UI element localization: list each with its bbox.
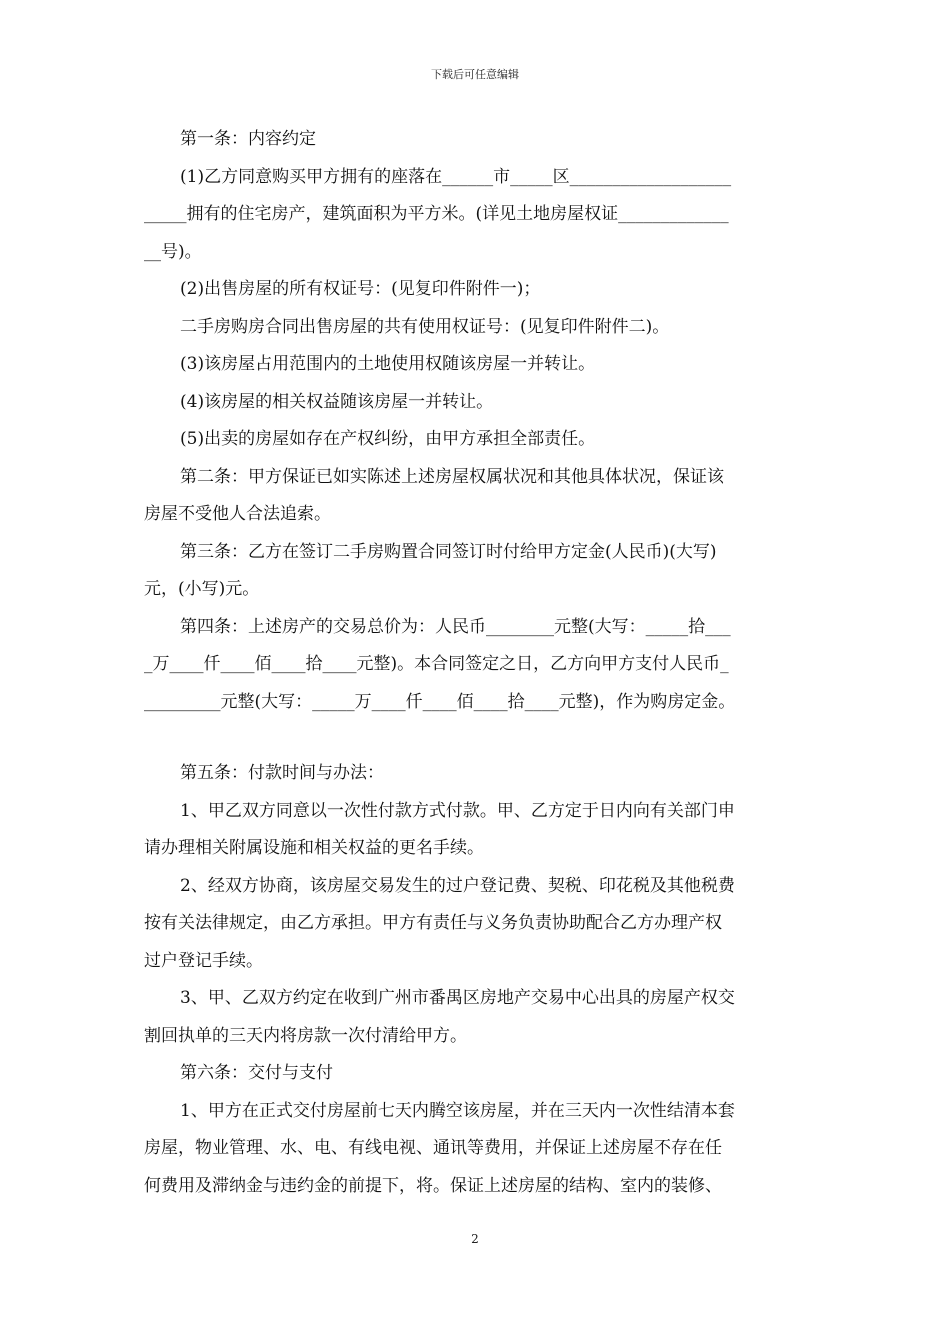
text-line: _万____仟____佰____拾____元整)。本合同签定之日，乙方向甲方支付人民币_ (144, 654, 729, 674)
text-line: 1、甲乙双方同意以一次性付款方式付款。甲、乙方定于日内向有关部门申 (180, 800, 735, 821)
text-line: _________元整(大写：_____万____仟____佰____拾____元整)，作为购房定金。 (144, 691, 736, 712)
page-number: 2 (471, 1232, 479, 1246)
text-line: (1)乙方同意购买甲方拥有的座落在______市_____区___________________ (180, 166, 732, 187)
text-line: 第一条：内容约定 (180, 129, 316, 149)
text-line: 第五条：付款时间与办法： (180, 763, 384, 783)
text-line: 何费用及滞纳金与违约金的前提下，将。保证上述房屋的结构、室内的装修、 (144, 1175, 722, 1196)
text-line: _____拥有的住宅房产，建筑面积为平方米。(详见土地房屋权证_____________ (144, 204, 729, 224)
text-line: (2)出售房屋的所有权证号：(见复印件附件一)； (180, 279, 541, 299)
text-line: 按有关法律规定，由乙方承担。甲方有责任与义务负责协助配合乙方办理产权 (144, 913, 722, 933)
text-line: (3)该房屋占用范围内的土地使用权随该房屋一并转让。 (180, 354, 596, 374)
document-body (144, 121, 816, 1205)
text-line: 第四条：上述房产的交易总价为：人民币________元整(大写：_____拾___ (180, 616, 731, 637)
text-line: 第六条：交付与支付 (180, 1063, 333, 1083)
text-line: 房屋不受他人合法追索。 (144, 504, 331, 524)
text-line: 第二条：甲方保证已如实陈述上述房屋权属状况和其他具体状况，保证该 (180, 466, 724, 487)
text-line: 2、经双方协商，该房屋交易发生的过户登记费、契税、印花税及其他税费 (180, 875, 735, 896)
text-line: (4)该房屋的相关权益随该房屋一并转让。 (180, 391, 494, 412)
text-line: 二手房购房合同出售房屋的共有使用权证号：(见复印件附件二)。 (180, 316, 670, 337)
text-line: (5)出卖的房屋如存在产权纠纷，由甲方承担全部责任。 (180, 429, 596, 449)
text-line: 请办理相关附属设施和相关权益的更名手续。 (144, 838, 484, 858)
paragraph-gap (144, 721, 816, 755)
text-line: 元，(小写)元。 (144, 579, 260, 599)
text-line: 过户登记手续。 (144, 950, 263, 971)
text-line: __号)。 (144, 241, 202, 262)
text-line: 第三条：乙方在签订二手房购置合同签订时付给甲方定金(人民币)(大写) (180, 541, 717, 562)
text-line: 3、甲、乙双方约定在收到广州市番禺区房地产交易中心出具的房屋产权交 (180, 988, 735, 1008)
page-header: 下载后可任意编辑 (431, 68, 519, 81)
text-line: 1、甲方在正式交付房屋前七天内腾空该房屋，并在三天内一次性结清本套 (180, 1100, 735, 1121)
text-line: 房屋，物业管理、水、电、有线电视、通讯等费用，并保证上述房屋不存在任 (144, 1138, 722, 1158)
text-line: 割回执单的三天内将房款一次付清给甲方。 (144, 1025, 467, 1046)
